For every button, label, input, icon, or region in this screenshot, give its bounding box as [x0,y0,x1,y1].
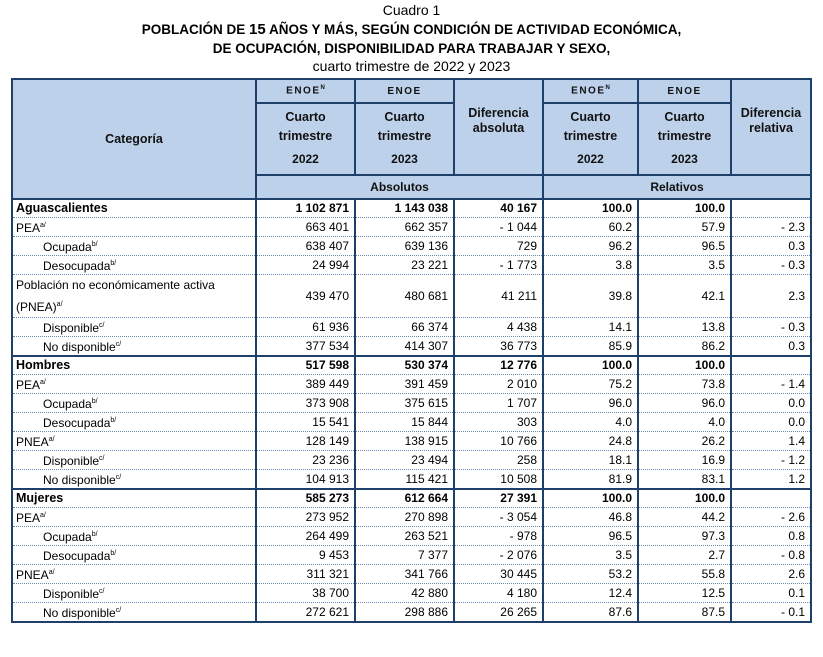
cell-drel: 0.0 [731,394,811,413]
cell-drel: - 0.3 [731,318,811,337]
cell-r2023: 97.3 [638,527,731,546]
table-body [12,199,811,622]
cell-drel: - 0.3 [731,256,811,275]
cell-a2023: 263 521 [355,527,454,546]
footnote-ref: c/ [99,588,105,595]
cell-dabs: - 1 773 [454,256,543,275]
row-label [12,451,256,470]
cell-a2023: 391 459 [355,375,454,394]
row-label [12,413,256,432]
table-row [12,451,811,470]
cell-r2022: 96.5 [543,527,638,546]
cell-r2022: 3.8 [543,256,638,275]
cell-r2023: 26.2 [638,432,731,451]
cell-a2022: 517 598 [256,356,355,375]
row-label-text: Disponible [43,454,100,468]
header-relativos: Relativos [543,175,811,199]
cell-dabs: - 1 044 [454,218,543,237]
table-titles [0,0,823,74]
cell-dabs: 729 [454,237,543,256]
cell-r2022: 3.5 [543,546,638,565]
cell-r2022: 100.0 [543,356,638,375]
cell-drel: - 2.6 [731,508,811,527]
cell-drel [731,489,811,508]
cell-drel: 0.3 [731,237,811,256]
cell-dabs: 10 508 [454,470,543,490]
cell-a2022: 15 541 [256,413,355,432]
row-label [12,337,256,357]
row-label-text: Ocupada [43,240,92,254]
row-label-text: Desocupada [43,549,111,563]
table-row [12,508,811,527]
table-row [12,375,811,394]
cell-r2023: 57.9 [638,218,731,237]
footnote-ref: b/ [91,241,98,248]
cell-r2023: 87.5 [638,603,731,623]
enoe-sup: N [320,85,325,92]
cell-r2022: 18.1 [543,451,638,470]
cell-a2022: 1 102 871 [256,199,355,218]
cell-a2023: 15 844 [355,413,454,432]
cell-r2023: 13.8 [638,318,731,337]
cell-r2022: 85.9 [543,337,638,357]
cell-r2023: 73.8 [638,375,731,394]
period-year: 2023 [391,152,418,166]
footnote-ref: a/ [56,301,63,308]
table-row [12,489,811,508]
cell-dabs: 258 [454,451,543,470]
footnote-ref: c/ [115,607,122,614]
row-label [12,375,256,394]
cell-drel: - 1.4 [731,375,811,394]
cell-r2023: 100.0 [638,489,731,508]
cell-r2022: 87.6 [543,603,638,623]
cell-r2022: 81.9 [543,470,638,490]
cell-drel: 0.0 [731,413,811,432]
cell-dabs: 10 766 [454,432,543,451]
cell-r2023: 44.2 [638,508,731,527]
footnote-ref: a/ [48,436,55,443]
cell-r2022: 75.2 [543,375,638,394]
cell-dabs: 303 [454,413,543,432]
cell-r2022: 4.0 [543,413,638,432]
row-label-text: Desocupada [43,416,111,430]
cell-dabs: 41 211 [454,275,543,318]
cell-r2022: 100.0 [543,489,638,508]
cell-drel: - 0.1 [731,603,811,623]
table-title-line-2: DE OCUPACIÓN, DISPONIBILIDAD PARA TRABAJAR Y SEXO, [212,41,611,56]
cell-a2023: 375 615 [355,394,454,413]
cell-a2023: 639 136 [355,237,454,256]
row-label [12,218,256,237]
cell-drel: - 2.3 [731,218,811,237]
table-title-line-1 [0,20,823,39]
footnote-ref: a/ [40,379,46,386]
cell-a2022: 23 236 [256,451,355,470]
cell-a2023: 298 886 [355,603,454,623]
cell-r2023: 96.0 [638,394,731,413]
cell-r2023: 2.7 [638,546,731,565]
cell-a2022: 638 407 [256,237,355,256]
period-year: 2023 [671,152,698,166]
row-label-text: Hombres [16,358,71,372]
cell-a2023: 530 374 [355,356,454,375]
footnote-ref: c/ [115,341,122,348]
cell-drel: 0.1 [731,584,811,603]
cell-drel: 0.8 [731,527,811,546]
row-label [12,199,256,218]
row-label-text: PEA [16,511,41,525]
row-label-text: Disponible [43,587,100,601]
cell-dabs: 30 445 [454,565,543,584]
table-row [12,356,811,375]
cell-a2022: 373 908 [256,394,355,413]
row-label [12,470,256,490]
table-row [12,199,811,218]
cell-r2023: 3.5 [638,256,731,275]
header-period-2022-abs [256,103,355,175]
cell-a2022: 9 453 [256,546,355,565]
row-label [12,394,256,413]
footnote-ref: b/ [91,398,98,405]
cell-r2022: 39.8 [543,275,638,318]
cell-r2022: 96.2 [543,237,638,256]
footnote-ref: a/ [40,222,46,229]
cell-drel: 1.2 [731,470,811,490]
cell-drel: 1.4 [731,432,811,451]
cell-r2022: 100.0 [543,199,638,218]
cell-r2022: 46.8 [543,508,638,527]
row-label-text: Ocupada [43,397,92,411]
row-label-text: No disponible [43,473,116,487]
enoe-label: ENOE [571,85,606,97]
cell-r2022: 12.4 [543,584,638,603]
cell-r2023: 83.1 [638,470,731,490]
period-year: 2022 [292,152,319,166]
title-prefix: POBLACIÓN DE [141,22,250,37]
row-label-text: No disponible [43,340,116,354]
cell-a2023: 23 221 [355,256,454,275]
table-row [12,432,811,451]
cell-r2023: 100.0 [638,199,731,218]
row-label-text: Desocupada [43,259,111,273]
row-label [12,432,256,451]
row-label [12,565,256,584]
cell-a2022: 585 273 [256,489,355,508]
header-diferencia-relativa: Diferencia relativa [731,79,811,175]
cell-a2022: 311 321 [256,565,355,584]
cell-a2023: 341 766 [355,565,454,584]
row-label-text: No disponible [43,606,116,620]
cell-r2022: 53.2 [543,565,638,584]
cell-a2022: 272 621 [256,603,355,623]
footnote-ref: a/ [40,512,46,519]
header-diferencia-absoluta: Diferencia absoluta [454,79,543,175]
cell-r2022: 14.1 [543,318,638,337]
row-label-text: Ocupada [43,530,92,544]
cell-dabs: 1 707 [454,394,543,413]
cell-dabs: 12 776 [454,356,543,375]
table-row [12,527,811,546]
cell-a2023: 23 494 [355,451,454,470]
footnote-ref: b/ [110,417,117,424]
cell-a2022: 439 470 [256,275,355,318]
cell-drel: 2.6 [731,565,811,584]
table-row [12,470,811,490]
row-label-text: PEA [16,221,41,235]
cell-drel [731,199,811,218]
cell-a2023: 66 374 [355,318,454,337]
cell-a2022: 389 449 [256,375,355,394]
title-suffix: AÑOS Y MÁS, SEGÚN CONDICIÓN DE ACTIVIDAD ECONÓMICA, [265,22,682,37]
header-enoe-2022-rel [543,79,638,103]
cell-r2023: 16.9 [638,451,731,470]
cell-a2022: 128 149 [256,432,355,451]
period-label: Cuarto trimestre [563,110,618,143]
cell-drel: - 0.8 [731,546,811,565]
table-row [12,275,811,318]
footnote-ref: c/ [115,474,122,481]
cell-a2023: 1 143 038 [355,199,454,218]
cell-r2023: 42.1 [638,275,731,318]
row-label [12,489,256,508]
footnote-ref: a/ [48,569,55,576]
row-label [12,527,256,546]
header-categoria: Categoría [12,79,256,199]
cell-a2023: 138 915 [355,432,454,451]
cell-a2023: 480 681 [355,275,454,318]
cell-r2023: 12.5 [638,584,731,603]
cell-a2023: 115 421 [355,470,454,490]
header-enoe-2023-abs: ENOE [355,79,454,103]
row-label [12,275,256,318]
cell-a2023: 270 898 [355,508,454,527]
cell-dabs: 40 167 [454,199,543,218]
row-label-text: PNEA [16,568,49,582]
cell-a2022: 61 936 [256,318,355,337]
cell-dabs: 27 391 [454,489,543,508]
header-period-2022-rel [543,103,638,175]
cell-a2023: 414 307 [355,337,454,357]
footnote-ref: b/ [110,550,117,557]
table-row [12,318,811,337]
row-label-text: Aguascalientes [16,201,108,215]
cell-a2022: 273 952 [256,508,355,527]
row-label [12,508,256,527]
cell-r2022: 60.2 [543,218,638,237]
row-label-text: Población no económicamente activa (PNEA) [16,278,215,314]
period-year: 2022 [577,152,604,166]
row-label-text: Disponible [43,321,100,335]
row-label-text: PNEA [16,435,49,449]
table-row [12,237,811,256]
data-table [11,78,812,623]
table-row [12,256,811,275]
table-row [12,603,811,623]
cell-dabs: 4 438 [454,318,543,337]
footnote-ref: c/ [99,455,105,462]
row-label [12,356,256,375]
row-label-text: PEA [16,378,41,392]
period-label: Cuarto trimestre [377,110,432,143]
cell-drel: 0.3 [731,337,811,357]
cell-a2023: 612 664 [355,489,454,508]
cell-a2022: 663 401 [256,218,355,237]
table-subtitle: cuarto trimestre de 2022 y 2023 [312,58,511,74]
footnote-ref: b/ [110,260,117,267]
table-number: Cuadro 1 [382,2,441,18]
table-row [12,394,811,413]
cell-dabs: 36 773 [454,337,543,357]
period-label: Cuarto trimestre [657,110,712,143]
enoe-sup: N [605,85,610,92]
header-period-2023-abs [355,103,454,175]
cell-r2023: 86.2 [638,337,731,357]
row-label [12,237,256,256]
period-label: Cuarto trimestre [278,110,333,143]
cell-r2022: 24.8 [543,432,638,451]
cell-dabs: 26 265 [454,603,543,623]
table-row [12,413,811,432]
row-label [12,584,256,603]
row-label [12,546,256,565]
cell-r2023: 100.0 [638,356,731,375]
cell-dabs: - 978 [454,527,543,546]
cell-dabs: - 3 054 [454,508,543,527]
enoe-label: ENOE [286,85,321,97]
cell-r2023: 55.8 [638,565,731,584]
cell-dabs: 2 010 [454,375,543,394]
table-row [12,337,811,357]
cell-dabs: - 2 076 [454,546,543,565]
cell-drel: 2.3 [731,275,811,318]
cell-a2023: 662 357 [355,218,454,237]
cell-r2023: 4.0 [638,413,731,432]
cell-dabs: 4 180 [454,584,543,603]
cell-a2022: 38 700 [256,584,355,603]
cell-drel: - 1.2 [731,451,811,470]
header-enoe-2023-rel: ENOE [638,79,731,103]
title-age-number: 15 [249,21,266,38]
header-absolutos: Absolutos [256,175,543,199]
cell-drel [731,356,811,375]
cell-a2023: 42 880 [355,584,454,603]
table-row [12,546,811,565]
table-row [12,218,811,237]
row-label [12,318,256,337]
table-row [12,565,811,584]
header-enoe-2022-abs [256,79,355,103]
cell-a2022: 24 994 [256,256,355,275]
cell-a2023: 7 377 [355,546,454,565]
cell-a2022: 104 913 [256,470,355,490]
cell-a2022: 377 534 [256,337,355,357]
header-period-2023-rel [638,103,731,175]
row-label [12,256,256,275]
cell-r2023: 96.5 [638,237,731,256]
row-label [12,603,256,623]
table-row [12,584,811,603]
row-label-text: Mujeres [16,491,64,505]
footnote-ref: b/ [91,531,98,538]
cell-a2022: 264 499 [256,527,355,546]
footnote-ref: c/ [99,322,105,329]
cell-r2022: 96.0 [543,394,638,413]
